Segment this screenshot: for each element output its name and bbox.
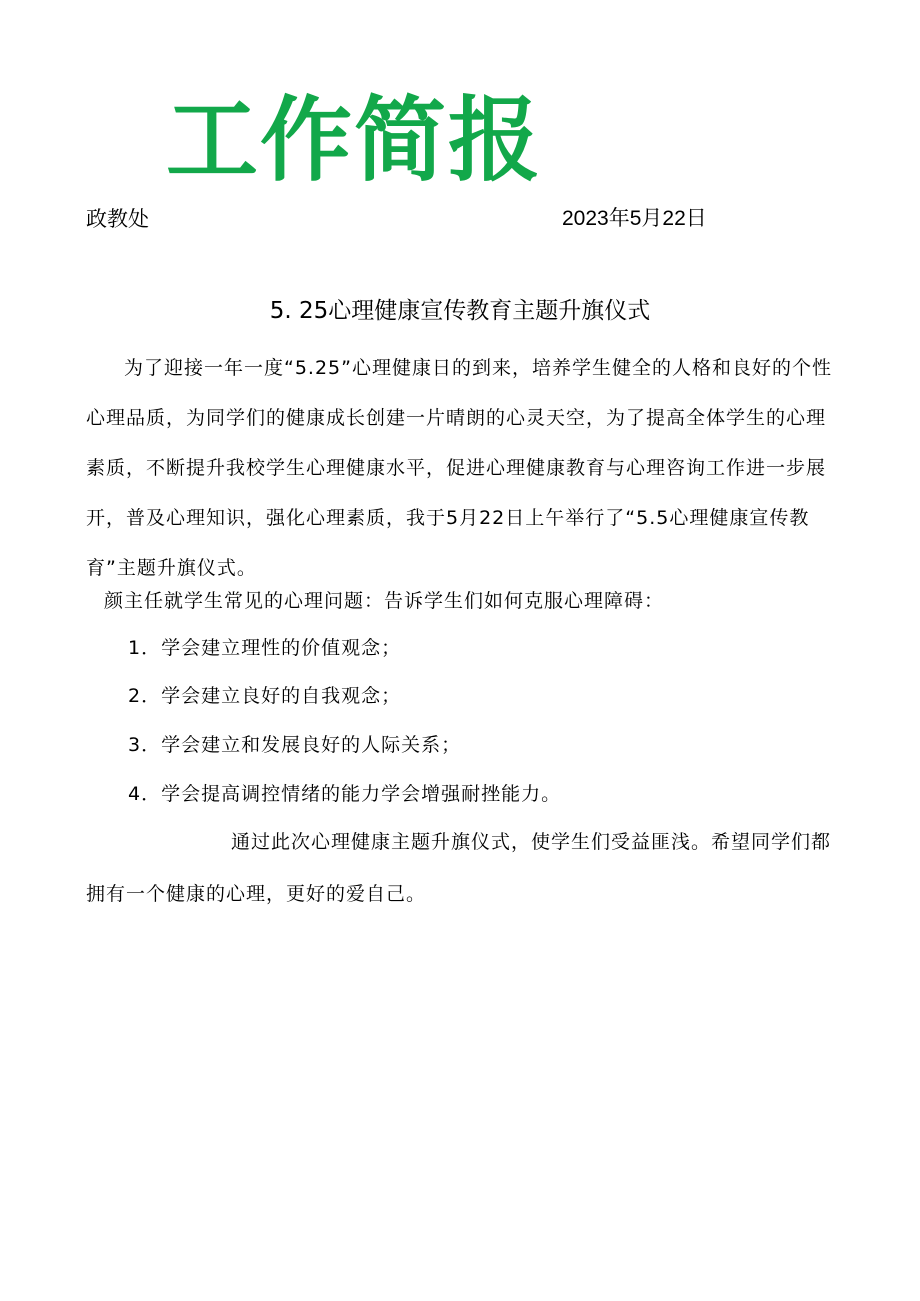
department-label: 政教处 xyxy=(86,207,149,231)
list-item: 2．学会建立良好的自我观念； xyxy=(128,685,402,707)
list-item: 4．学会提高调控情绪的能力学会增强耐挫能力。 xyxy=(128,783,562,805)
masthead-title: 工作简报 xyxy=(166,87,543,194)
article-title: 5. 25心理健康宣传教育主题升旗仪式 xyxy=(269,298,651,324)
list-item: 3．学会建立和发展良好的人际关系； xyxy=(128,734,462,756)
lead-paragraph: 颜主任就学生常见的心理问题：告诉学生们如何克服心理障碍： xyxy=(104,590,665,612)
report-date: 2023年5月22日 xyxy=(562,207,707,230)
intro-paragraph: 为了迎接一年一度“5.25”心理健康日的到来，培养学生健全的人格和良好的个性心理品质，为同学们的健康成长创建一片晴朗的心灵天空，为了提高全体学生的心理素质，不断提升我校学生心理健康水平，促进心理健康教育与心理咨询工作进一步展开，普及心理知识，强化心理素质，我于5月22日上午举行了“5.5心理健康宣传教育”主题升旗仪式。 xyxy=(86,357,832,579)
closing-paragraph-line-1: 通过此次心理健康主题升旗仪式，使学生们受益匪浅。希望同学们都 xyxy=(231,831,832,853)
closing-paragraph-line-2: 拥有一个健康的心理，更好的爱自己。 xyxy=(86,883,427,905)
list-item: 1．学会建立理性的价值观念； xyxy=(128,637,402,659)
